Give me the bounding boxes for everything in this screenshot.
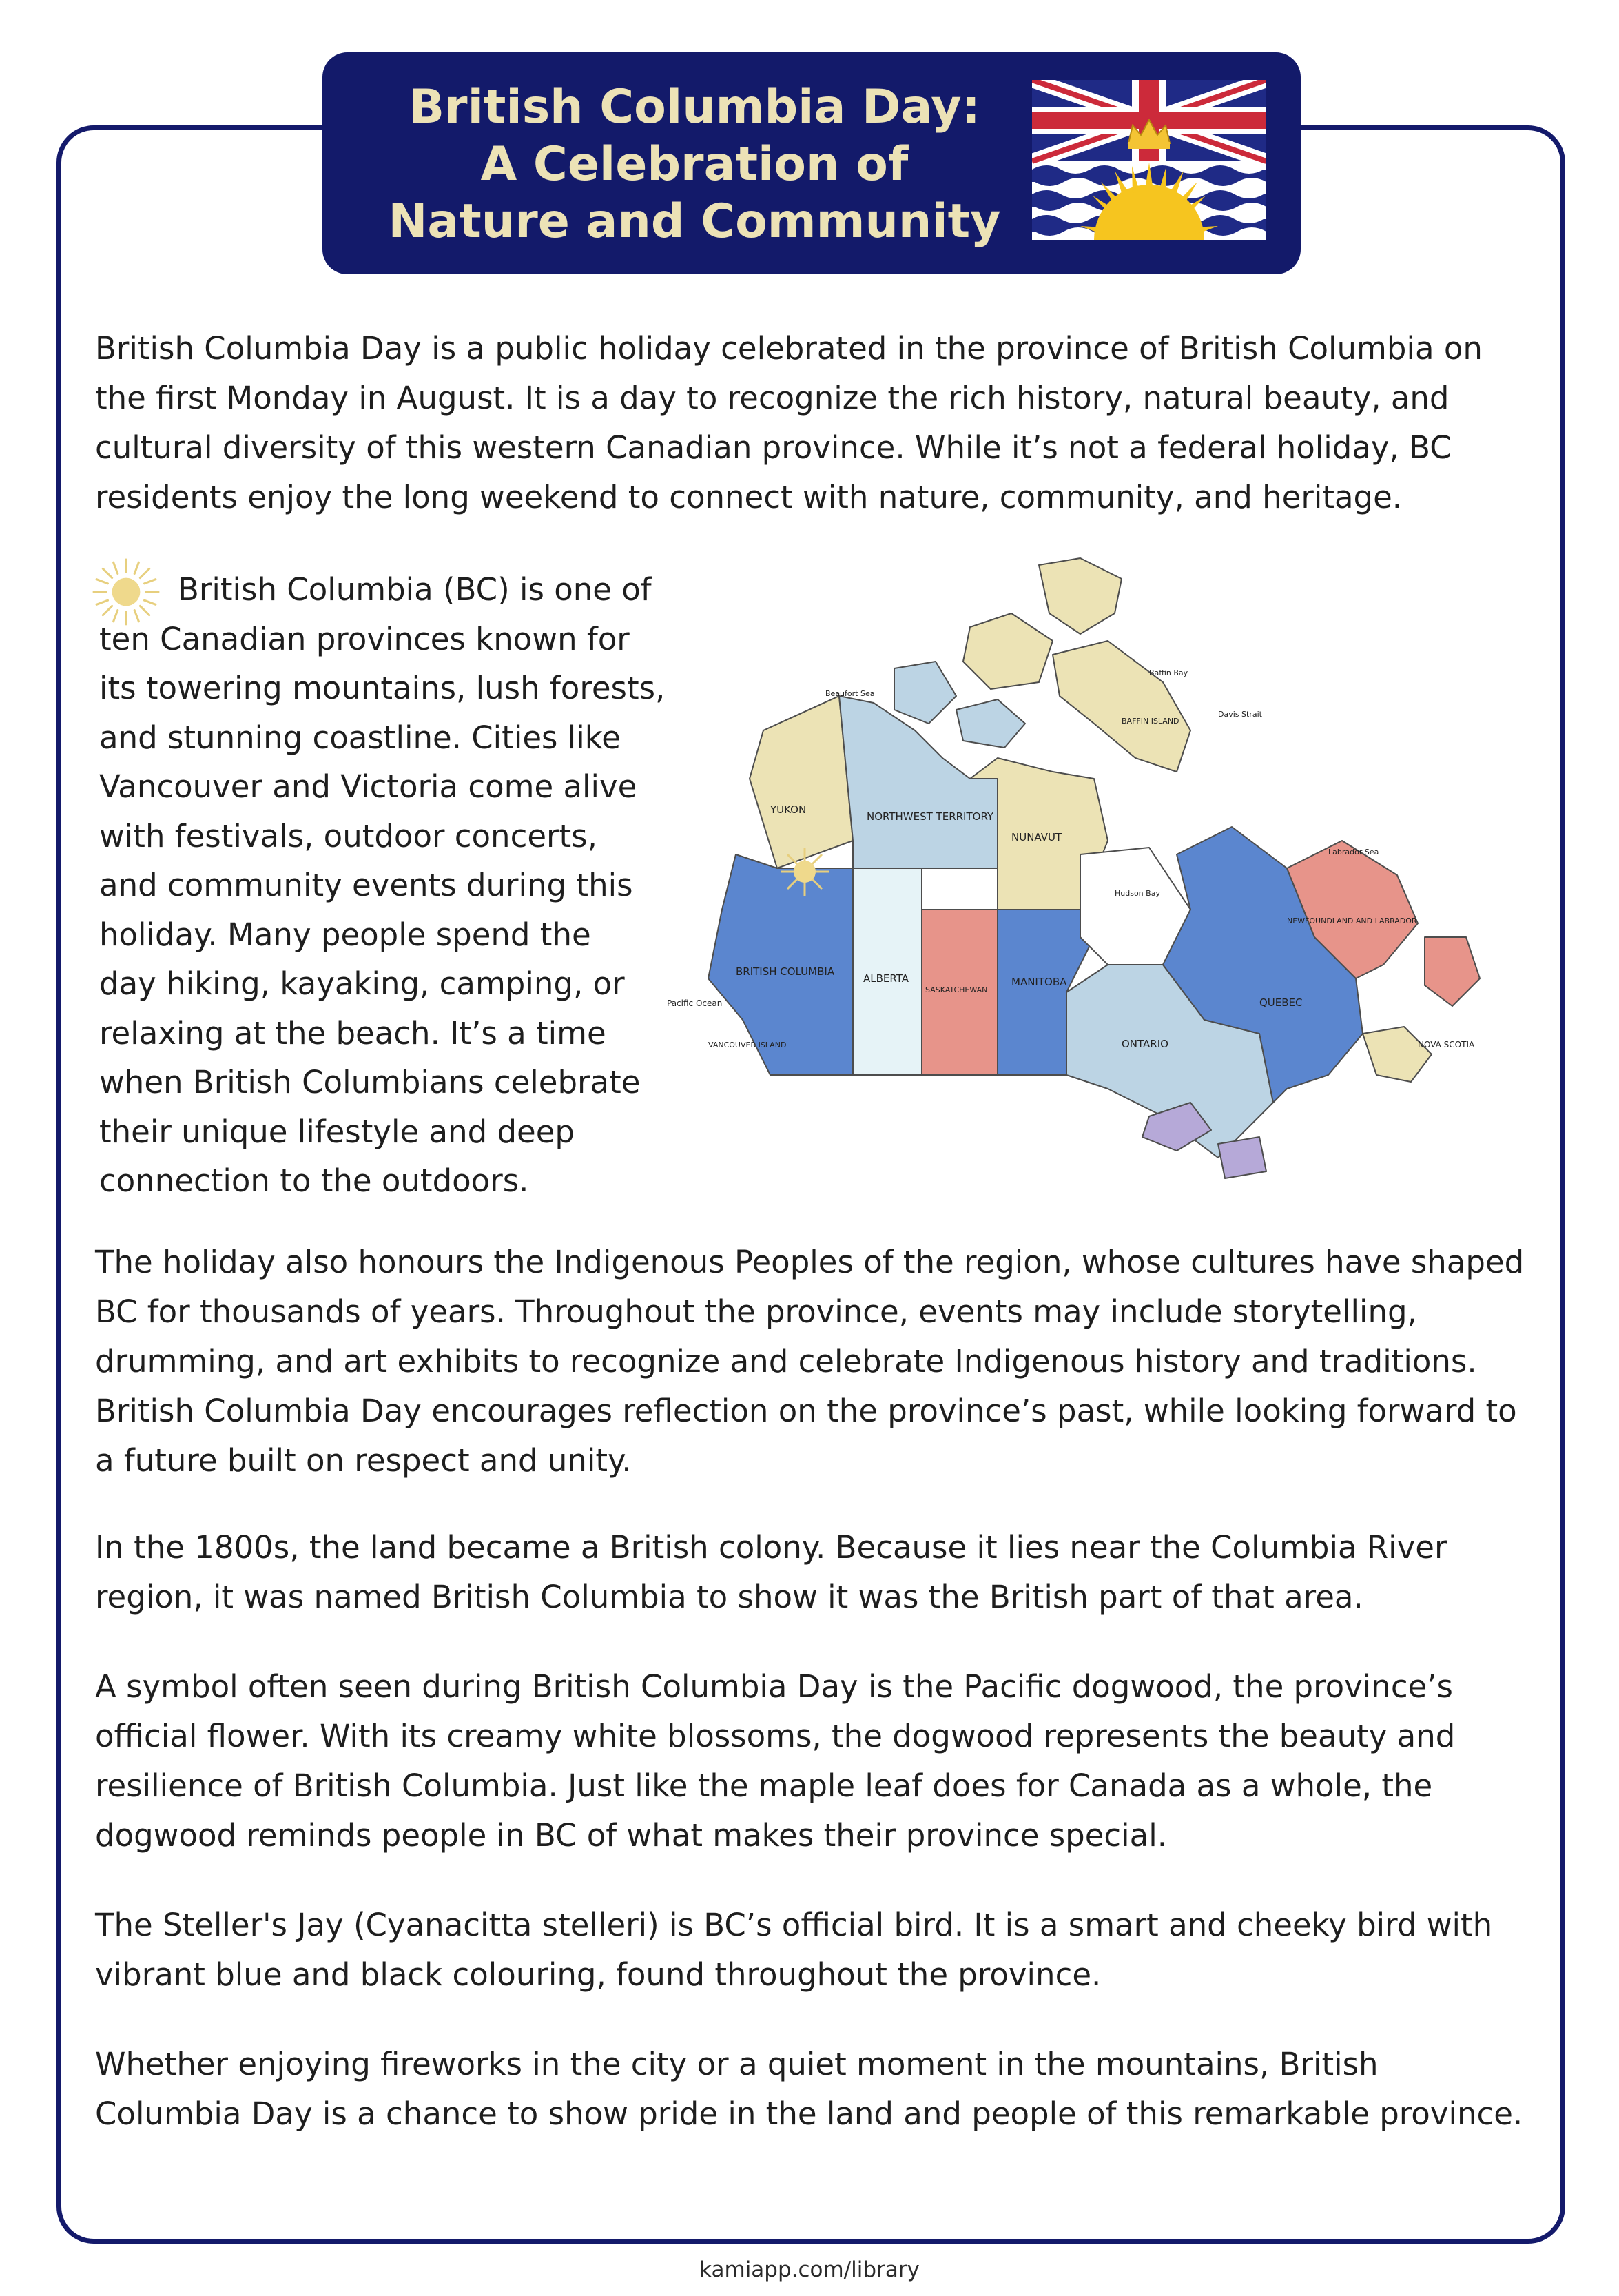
region-alberta: [853, 868, 922, 1075]
great-lakes: [1218, 1137, 1266, 1178]
side-line: Vancouver and Victoria come alive: [99, 768, 637, 805]
label-nunavut: NUNAVUT: [1011, 831, 1062, 843]
jay-paragraph: The Steller's Jay (Cyanacitta stelleri) is BC’s official bird. It is a smart and cheeky bird with vibrant blue and black colouring, found throughout the province.: [95, 1907, 1493, 1993]
label-pacific: Pacific Ocean: [667, 998, 723, 1008]
label-davis: Davis Strait: [1218, 710, 1262, 719]
bc-description: [99, 565, 692, 1206]
side-line: connection to the outdoors.: [99, 1162, 529, 1199]
label-manitoba: MANITOBA: [1011, 976, 1067, 988]
arctic-island: [1039, 558, 1122, 634]
side-line: and community events during this: [99, 867, 633, 903]
title-line-1: British Columbia Day:: [409, 80, 980, 134]
map-sun-icon: [781, 848, 829, 896]
baffin-island: [1053, 641, 1190, 772]
side-line: when British Columbians celebrate: [99, 1064, 641, 1100]
side-line: British Columbia (BC) is one of: [178, 571, 652, 608]
side-line: holiday. Many people spend the: [99, 916, 591, 953]
side-line: ten Canadian provinces known for: [99, 620, 630, 657]
label-bc: BRITISH COLUMBIA: [736, 965, 835, 978]
arctic-island: [894, 662, 956, 724]
label-sask: SASKATCHEWAN: [925, 985, 988, 994]
dogwood-paragraph: A symbol often seen during British Columbia Day is the Pacific dogwood, the province’s official flower. With its creamy white blossoms, the dogwood represents the beauty and resilience of British Columbia. Just like the maple leaf does for Canada as a whole, the dogwood reminds people in BC of what makes their province special.: [95, 1668, 1456, 1854]
label-labrador-sea: Labrador Sea: [1328, 848, 1379, 857]
label-ns: NOVA SCOTIA: [1418, 1040, 1475, 1049]
region-yukon: [750, 696, 853, 868]
side-line: day hiking, kayaking, camping, or: [99, 965, 625, 1002]
label-nl: NEWFOUNDLAND AND LABRADOR: [1287, 916, 1417, 925]
label-baffin-bay: Baffin Bay: [1149, 668, 1188, 677]
bc-flag-icon: [1032, 80, 1266, 240]
side-line: their unique lifestyle and deep: [99, 1113, 575, 1150]
title-line-3: Nature and Community: [388, 194, 1001, 249]
label-quebec: QUEBEC: [1259, 996, 1303, 1009]
side-line: relaxing at the beach. It’s a time: [99, 1014, 606, 1052]
label-alberta: ALBERTA: [863, 972, 909, 985]
title-line-2: A Celebration of: [480, 137, 909, 192]
page-title: [350, 79, 1039, 250]
side-line: with festivals, outdoor concerts,: [99, 817, 597, 854]
closing-paragraph: Whether enjoying fireworks in the city or a quiet moment in the mountains, British Columbia Day is a chance to show pride in the land and people of this remarkable province.: [95, 2046, 1523, 2132]
arctic-island: [963, 613, 1053, 689]
label-vancouver: VANCOUVER ISLAND: [708, 1041, 787, 1049]
label-nwt: NORTHWEST TERRITORY: [867, 810, 994, 823]
side-line: its towering mountains, lush forests,: [99, 670, 666, 706]
side-line: and stunning coastline. Cities like: [99, 719, 621, 756]
arctic-island: [956, 699, 1025, 748]
label-yukon: YUKON: [770, 803, 807, 816]
title-banner: [322, 52, 1301, 274]
indigenous-paragraph: The holiday also honours the Indigenous Peoples of the region, whose cultures have shaped BC for thousands of years. Throughout the province, events may include storytelling, drumming, and art exhibits to recognize and celebrate Indigenous history and traditions. British Columbia Day encourages reflection on the province’s past, while looking forward to a future built on respect and unity.: [95, 1244, 1525, 1479]
canada-map: [667, 551, 1556, 1213]
label-baffin: BAFFIN ISLAND: [1122, 717, 1179, 726]
label-beaufort: Beaufort Sea: [825, 689, 875, 698]
history-paragraph: In the 1800s, the land became a British colony. Because it lies near the Columbia River region, it was named British Columbia to show it was the British part of that area.: [95, 1529, 1447, 1615]
label-ontario: ONTARIO: [1122, 1038, 1168, 1050]
region-newfoundland: [1425, 937, 1480, 1006]
footer-source[interactable]: kamiapp.com/library: [699, 2257, 920, 2282]
label-hudson: Hudson Bay: [1115, 889, 1160, 898]
intro-paragraph: British Columbia Day is a public holiday celebrated in the province of British Columbia on the first Monday in August. It is a day to recognize the rich history, natural beauty, and cultural diversity of this western Canadian province. While it’s not a federal holiday, BC residents enjoy the long weekend to connect with nature, community, and heritage.: [95, 330, 1483, 515]
region-maritimes: [1363, 1027, 1432, 1082]
